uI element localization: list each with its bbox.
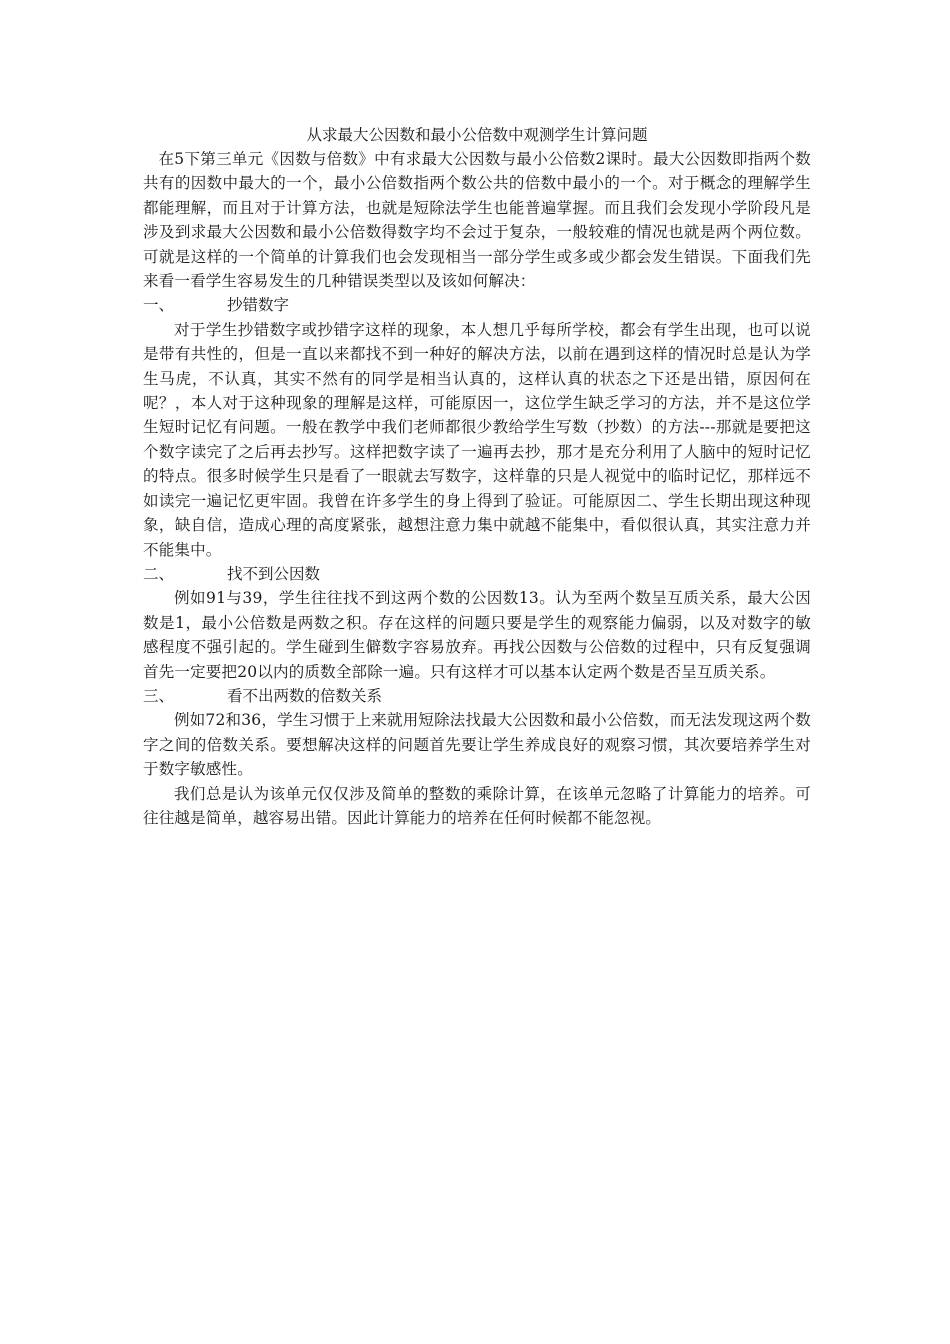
section-body-1: 对于学生抄错数字或抄错字这样的现象，本人想几乎每所学校，都会有学生出现，也可以说是带有共性的，但是一直以来都找不到一种好的解决方法，以前在遇到这样的情况时总是认为学生马虎，不认真，其实不然有的同学是相当认真的，这样认真的状态之下还是出错，原因何在呢？，本人对于这种现象的理解是这样，可能原因一，这位学生缺乏学习的方法，并不是这位学生短时记忆有问题。一般在教学中我们老师都很少教给学生写数（抄数）的方法---那就是要把这个数字读完了之后再去抄写。这样把数字读了一遍再去抄，那才是充分利用了人脑中的短时记忆的特点。很多时候学生只是看了一眼就去写数字，这样靠的只是人视觉中的临时记忆，那样远不如读完一遍记忆更牢固。我曾在许多学生的身上得到了验证。可能原因二、学生长期出现这种现象，缺自信，造成心理的高度紧张，越想注意力集中就越不能集中，看似很认真，其实注意力并不能集中。 [143, 320, 811, 559]
document-page [143, 123, 811, 830]
section-heading-1 [143, 293, 811, 317]
section-title-1: 抄错数字 [227, 296, 290, 315]
section-heading-3 [143, 684, 811, 708]
document-title: 从求最大公因数和最小公倍数中观测学生计算问题 [306, 126, 648, 144]
section-number-1: 一、 [143, 296, 175, 315]
section-number-2: 二、 [143, 564, 175, 583]
section-body-2: 例如91与39，学生往往找不到这两个数的公因数13。认为至两个数呈互质关系，最大公因数是1，最小公倍数是两数之积。存在这样的问题只要是学生的观察能力偏弱，以及对数字的敏感程度不强引起的。学生碰到生僻数字容易放弃。再找公因数与公倍数的过程中，只有反复强调首先一定要把20以内的质数全部除一遍。只有这样才可以基本认定两个数是否呈互质关系。 [143, 589, 811, 681]
conclusion-paragraph: 我们总是认为该单元仅仅涉及简单的整数的乘除计算，在该单元忽略了计算能力的培养。可往往越是简单，越容易出错。因此计算能力的培养在任何时候都不能忽视。 [143, 784, 811, 827]
section-title-2: 找不到公因数 [227, 564, 321, 583]
intro-paragraph: 在5下第三单元《因数与倍数》中有求最大公因数与最小公倍数2课时。最大公因数即指两个数共有的因数中最大的一个，最小公倍数指两个数公共的倍数中最小的一个。对于概念的理解学生都能理解，而且对于计算方法，也就是短除法学生也能普遍掌握。而且我们会发现小学阶段凡是涉及到求最大公因数和最小公倍数得数字均不会过于复杂，一般较难的情况也就是两个两位数。可就是这样的一个简单的计算我们也会发现相当一部分学生或多或少都会发生错误。下面我们先来看一看学生容易发生的几种错误类型以及该如何解决： [143, 150, 811, 291]
section-title-3: 看不出两数的倍数关系 [227, 686, 383, 705]
section-number-3: 三、 [143, 686, 175, 705]
section-body-3: 例如72和36，学生习惯于上来就用短除法找最大公因数和最小公倍数，而无法发现这两个数字之间的倍数关系。要想解决这样的问题首先要让学生养成良好的观察习惯，其次要培养学生对于数字敏感性。 [143, 711, 811, 779]
section-heading-2 [143, 562, 811, 586]
